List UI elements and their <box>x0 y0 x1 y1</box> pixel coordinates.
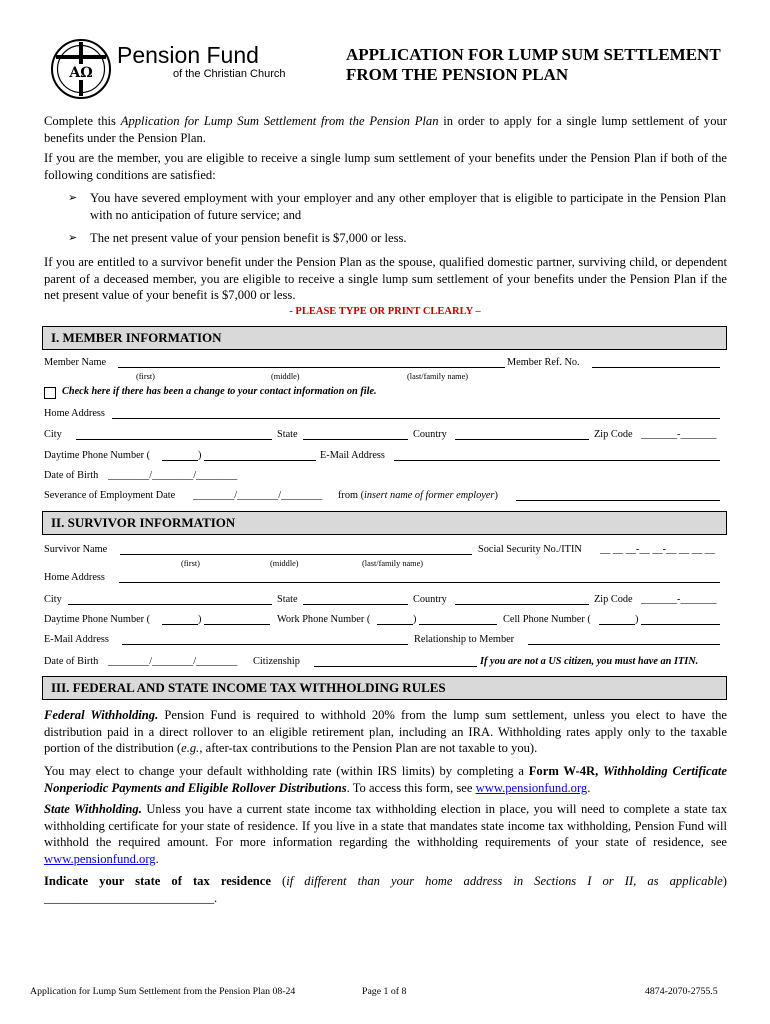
survivor-phones-row: Daytime Phone Number ( ) Work Phone Number ( ) Cell Phone Number ( ) <box>44 613 727 627</box>
home-address-field[interactable] <box>112 418 720 419</box>
condition-bullet-1: ➢ You have severed employment with your employer and any other employer that is eligible to participate in the Pension Plan with no anticipation of future service; and <box>68 191 726 222</box>
birth-date-row: Date of Birth ________/________/________ <box>44 470 238 481</box>
footer-document-id: 4874-2070-2755.5 <box>645 986 718 997</box>
survivor-name-field[interactable] <box>120 554 472 555</box>
city-row: City State Country Zip Code _______-_______ <box>44 429 717 440</box>
email-field[interactable] <box>394 460 720 461</box>
pensionfund-link[interactable]: www.pensionfund.org <box>475 780 588 795</box>
work-phone-field[interactable] <box>419 624 497 625</box>
zip-field[interactable]: _______-_______ <box>641 429 717 440</box>
member-name-row: Member Name Member Ref. No. <box>44 356 727 370</box>
member-ref-field[interactable] <box>592 367 720 368</box>
section-tax-withholding-header: III. FEDERAL AND STATE INCOME TAX WITHHOLDING RULES <box>42 676 727 700</box>
condition-bullet-2: ➢ The net present value of your pension benefit is $7,000 or less. <box>68 231 407 245</box>
survivor-email-row: E-Mail Address Relationship to Member <box>44 633 727 647</box>
federal-withholding-paragraph: Federal Withholding. Pension Fund is required to withhold 20% from the lump sum settlement, unless you elect to have the distribution paid in a direct rollover to an eligible retirement plan, including an IRA. Withholding rates apply only to the taxable portion of the distribution (e.g., after-tax contributions to the Pension Plan are not taxable to you). <box>44 708 727 755</box>
daytime-phone-field[interactable] <box>204 460 316 461</box>
work-area-code-field[interactable] <box>377 624 413 625</box>
arrow-bullet-icon: ➢ <box>68 231 78 244</box>
print-clearly-notice: - PLEASE TYPE OR PRINT CLEARLY – <box>289 306 481 317</box>
survivor-state-field[interactable] <box>303 604 408 605</box>
arrow-bullet-icon: ➢ <box>68 191 78 204</box>
pensionfund-link-2[interactable]: www.pensionfund.org <box>44 851 156 866</box>
severance-row: Severance of Employment Date ________/________/________ from (insert name of former employer) <box>44 489 727 503</box>
citizenship-field[interactable] <box>314 666 477 667</box>
phone-email-row: Daytime Phone Number ( ) E-Mail Address <box>44 449 727 463</box>
footer-form-name: Application for Lump Sum Settlement from the Pension Plan 08-24 <box>30 986 296 997</box>
state-field[interactable] <box>303 439 408 440</box>
intro-paragraph: Complete this Application for Lump Sum Settlement from the Pension Plan in order to apply for a single lump settlement of your benefits under the Pension Plan. <box>44 114 727 145</box>
home-address-row: Home Address <box>44 407 727 421</box>
member-name-sublabels: (first) (middle) (last/family name) <box>136 372 469 381</box>
country-field[interactable] <box>455 439 589 440</box>
member-name-field[interactable] <box>118 367 505 368</box>
section-member-information-header: I. MEMBER INFORMATION <box>42 326 727 350</box>
itin-note: If you are not a US citizen, you must have an ITIN. <box>480 656 699 667</box>
organization-logo-icon <box>50 38 112 100</box>
contact-change-checkbox[interactable] <box>44 387 56 399</box>
survivor-birth-date-field[interactable]: ________/________/________ <box>108 656 238 667</box>
tax-residence-paragraph: Indicate your state of tax residence (if different than your home address in Sections I or II, as applicable) ___________________________. <box>44 874 727 905</box>
city-field[interactable] <box>76 439 272 440</box>
form-title: APPLICATION FOR LUMP SUM SETTLEMENT FROM THE PENSION PLAN <box>346 45 721 84</box>
ssn-field[interactable]: __ __ __-__ __-__ __ __ __ <box>600 544 715 555</box>
w4r-paragraph: You may elect to change your default withholding rate (within IRS limits) by completing a Form W-4R, Withholding Certificate Nonperiodic Payments and Eligible Rollover Distributions. To access this form, see www.pensionfund.org. <box>44 764 728 795</box>
birth-date-field[interactable]: ________/________/________ <box>108 470 238 481</box>
relationship-field[interactable] <box>528 644 720 645</box>
cell-phone-field[interactable] <box>641 624 720 625</box>
survivor-home-address-field[interactable] <box>119 582 720 583</box>
footer-page-number: Page 1 of 8 <box>362 986 407 997</box>
survivor-daytime-area-code-field[interactable] <box>162 624 198 625</box>
survivor-daytime-phone-field[interactable] <box>204 624 270 625</box>
svg-text:AΩ: AΩ <box>69 65 93 81</box>
organization-subtitle: of the Christian Church <box>173 68 286 80</box>
contact-change-label: Check here if there has been a change to your contact information on file. <box>62 386 377 397</box>
section-survivor-information-header: II. SURVIVOR INFORMATION <box>42 511 727 535</box>
survivor-city-row: City State Country Zip Code _______-_______ <box>44 594 717 605</box>
survivor-birth-row: Date of Birth ________/________/________ Citizenship If you are not a US citizen, you must have an ITIN. <box>44 656 699 667</box>
former-employer-field[interactable] <box>516 500 720 501</box>
eligibility-paragraph: If you are the member, you are eligible to receive a single lump sum settlement of your benefits under the Pension Plan if both of the following conditions are satisfied: <box>44 151 727 182</box>
survivor-country-field[interactable] <box>455 604 589 605</box>
survivor-name-row: Survivor Name Social Security No./ITIN __ __ __-__ __-__ __ __ __ <box>44 544 715 555</box>
severance-date-field[interactable]: ________/________/________ <box>193 490 323 501</box>
survivor-eligibility-paragraph: If you are entitled to a survivor benefit under the Pension Plan as the spouse, qualified domestic partner, surviving child, or dependent parent of a deceased member, you are eligible to receive a single lump sum settlement of your benefits under the Pension Plan if the net present value of your benefit is $7,000 or less. <box>44 255 727 302</box>
survivor-zip-field[interactable]: _______-_______ <box>641 594 717 605</box>
organization-name: Pension Fund <box>117 42 259 68</box>
survivor-email-field[interactable] <box>122 644 408 645</box>
state-withholding-paragraph: State Withholding. Unless you have a current state income tax withholding election in place, you will need to complete a state tax withholding certificate for your state of residence. If you live in a state that mandates state income tax withholding, Pension Fund will withhold the required amount. For more information regarding the withholding requirements of your state of residence, see www.pensionfund.org. <box>44 802 727 866</box>
daytime-area-code-field[interactable] <box>162 460 198 461</box>
survivor-city-field[interactable] <box>68 604 272 605</box>
cell-area-code-field[interactable] <box>599 624 635 625</box>
survivor-home-address-row: Home Address <box>44 571 727 585</box>
survivor-name-sublabels: (first) (middle) (last/family name) <box>181 559 424 568</box>
tax-residence-field[interactable]: ___________________________. <box>44 890 218 905</box>
